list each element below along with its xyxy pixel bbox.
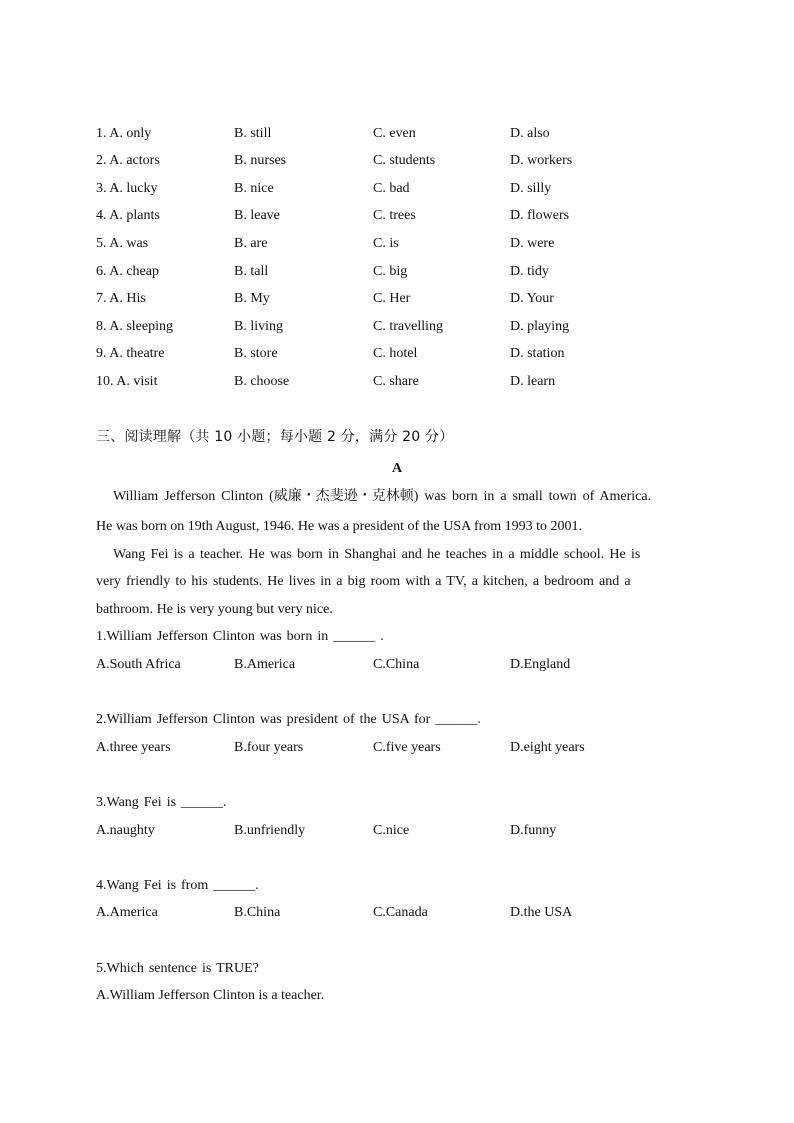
option-a: A.three years bbox=[96, 740, 171, 755]
option-c: C. share bbox=[373, 374, 419, 389]
option-b: B.four years bbox=[234, 740, 304, 755]
option-d: D. silly bbox=[510, 181, 552, 196]
option-d: D.England bbox=[510, 657, 571, 672]
option-c: C. bad bbox=[373, 181, 410, 196]
option-d: D. tidy bbox=[510, 264, 549, 279]
option-a: 5. A. was bbox=[96, 236, 149, 251]
option-c: C.nice bbox=[373, 823, 410, 838]
option-d: D.eight years bbox=[510, 740, 585, 755]
option-b: B. are bbox=[234, 236, 268, 251]
option-d: D.funny bbox=[510, 823, 557, 838]
option-a: 7. A. His bbox=[96, 291, 146, 306]
option-b: B.unfriendly bbox=[234, 823, 306, 838]
option-d: D. station bbox=[510, 346, 565, 361]
question-stem: 1.William Jefferson Clinton was born in ______ . bbox=[96, 629, 384, 644]
option-d: D. playing bbox=[510, 319, 570, 334]
option-c: C.Canada bbox=[373, 905, 428, 920]
option-a: 6. A. cheap bbox=[96, 264, 159, 279]
option-b: B.China bbox=[234, 905, 281, 920]
option-c: C. is bbox=[373, 236, 399, 251]
option-b: B. My bbox=[234, 291, 270, 306]
option-a: 8. A. sleeping bbox=[96, 319, 173, 334]
option-c: C. students bbox=[373, 153, 436, 168]
question-stem: 2.William Jefferson Clinton was president of the USA for ______. bbox=[96, 712, 481, 727]
passage-line: William Jefferson Clinton (威廉・杰斐逊・克林顿) was born in a small town of America. bbox=[113, 489, 652, 504]
option-c: C.five years bbox=[373, 740, 441, 755]
option-a: 2. A. actors bbox=[96, 153, 160, 168]
passage-line: He was born on 19th August, 1946. He was a president of the USA from 1993 to 2001. bbox=[96, 519, 583, 534]
option-a: 4. A. plants bbox=[96, 208, 160, 223]
option-b: B.America bbox=[234, 657, 296, 672]
option-c: C. trees bbox=[373, 208, 416, 223]
option-d: D. Your bbox=[510, 291, 554, 306]
option-d: D. flowers bbox=[510, 208, 570, 223]
option-a: A.America bbox=[96, 905, 158, 920]
option-b: B. living bbox=[234, 319, 284, 334]
option-a: 3. A. lucky bbox=[96, 181, 158, 196]
option-b: B. nurses bbox=[234, 153, 287, 168]
option-d: D.the USA bbox=[510, 905, 573, 920]
passage-line: bathroom. He is very young but very nice. bbox=[96, 602, 333, 617]
option-c: C. hotel bbox=[373, 346, 418, 361]
option-b: B. tall bbox=[234, 264, 269, 279]
passage-line: very friendly to his students. He lives in a big room with a TV, a kitchen, a bedroom and a bbox=[96, 574, 631, 589]
option-a: 9. A. theatre bbox=[96, 346, 165, 361]
option-d: D. were bbox=[510, 236, 555, 251]
question-stem: 3.Wang Fei is ______. bbox=[96, 795, 227, 810]
option-b: B. store bbox=[234, 346, 278, 361]
option-a: A.William Jefferson Clinton is a teacher. bbox=[96, 988, 325, 1003]
option-c: C. travelling bbox=[373, 319, 443, 334]
option-b: B. leave bbox=[234, 208, 280, 223]
question-stem: 4.Wang Fei is from ______. bbox=[96, 878, 259, 893]
option-b: B. choose bbox=[234, 374, 290, 389]
question-stem: 5.Which sentence is TRUE? bbox=[96, 961, 259, 976]
passage-line: Wang Fei is a teacher. He was born in Shanghai and he teaches in a middle school. He is bbox=[113, 547, 641, 562]
option-b: B. nice bbox=[234, 181, 274, 196]
option-c: C. even bbox=[373, 126, 416, 141]
option-b: B. still bbox=[234, 126, 272, 141]
section-heading: 三、阅读理解（共 10 小题；每小题 2 分，满分 20 分） bbox=[96, 429, 454, 445]
option-c: C. big bbox=[373, 264, 408, 279]
option-d: D. workers bbox=[510, 153, 573, 168]
option-a: 1. A. only bbox=[96, 126, 152, 141]
passage-label: A bbox=[391, 461, 403, 476]
option-d: D. learn bbox=[510, 374, 556, 389]
option-c: C.China bbox=[373, 657, 420, 672]
option-c: C. Her bbox=[373, 291, 411, 306]
option-a: 10. A. visit bbox=[96, 374, 158, 389]
option-a: A.South Africa bbox=[96, 657, 181, 672]
option-d: D. also bbox=[510, 126, 550, 141]
option-a: A.naughty bbox=[96, 823, 155, 838]
